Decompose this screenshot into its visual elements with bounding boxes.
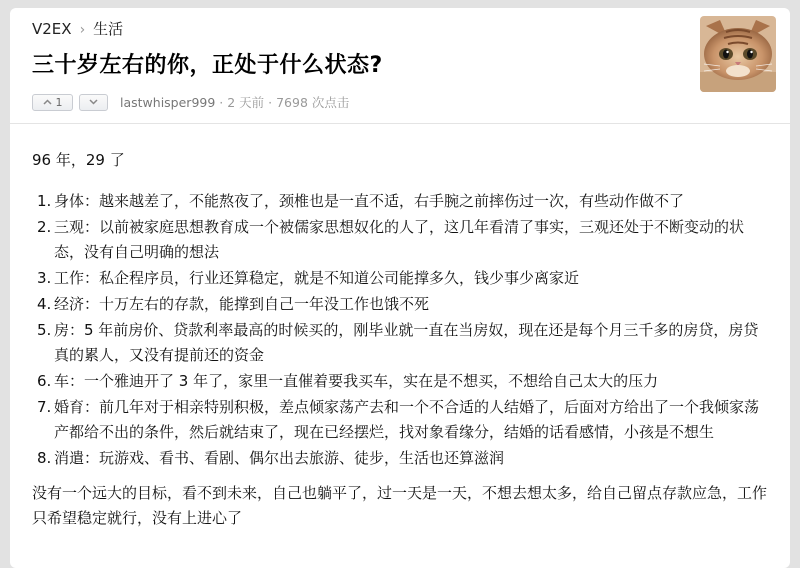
header-divider xyxy=(10,123,790,124)
topic-meta-text xyxy=(120,93,349,111)
list-number: 3. xyxy=(37,269,52,287)
list-number: 4. xyxy=(37,295,52,313)
topic-time-and-clicks: · 2 天前 · 7698 次点击 xyxy=(215,95,350,110)
list-number: 1. xyxy=(37,192,52,210)
list-item xyxy=(32,446,772,471)
list-text: 三观：以前被家庭思想教育成一个被儒家思想奴化的人了，这几年看清了事实，三观还处于不断变动的状态，没有自己明确的想法 xyxy=(54,218,745,261)
list-item xyxy=(32,266,772,291)
upvote-button[interactable] xyxy=(32,94,73,111)
list-number: 2. xyxy=(37,218,52,236)
author-link[interactable]: lastwhisper999 xyxy=(120,95,216,110)
list-number: 5. xyxy=(37,321,52,339)
intro-text: 96 年，29 了 xyxy=(32,151,125,169)
topic-content xyxy=(32,148,772,531)
status-list xyxy=(32,189,772,471)
topic-card xyxy=(10,8,790,568)
list-text: 车：一个雅迪开了 3 年了，家里一直催着要我买车，实在是不想买，不想给自己太大的压力 xyxy=(54,372,659,390)
list-item xyxy=(32,215,772,265)
list-text: 工作：私企程序员，行业还算稳定，就是不知道公司能撑多久，钱少事少离家近 xyxy=(54,269,580,287)
list-item xyxy=(32,369,772,394)
list-number: 6. xyxy=(37,372,52,390)
list-text: 婚育：前几年对于相亲特别积极，差点倾家荡产去和一个不合适的人结婚了，后面对方给出了一个我倾家荡产都给不出的条件，然后就结束了，现在已经摆烂，找对象看缘分，结婚的话看感情，小孩是不想生 xyxy=(54,398,760,441)
list-text: 房：5 年前房价、贷款利率最高的时候买的，刚毕业就一直在当房奴，现在还是每个月三千多的房贷，房贷真的累人，又没有提前还的资金 xyxy=(54,321,759,364)
topic-meta xyxy=(32,93,349,111)
list-item xyxy=(32,395,772,445)
list-number: 7. xyxy=(37,398,52,416)
list-number: 8. xyxy=(37,449,52,467)
breadcrumb xyxy=(32,18,123,39)
list-text: 身体：越来越差了，不能熬夜了，颈椎也是一直不适，右手腕之前摔伤过一次，有些动作做不了 xyxy=(54,192,685,210)
list-item xyxy=(32,318,772,368)
downvote-button[interactable] xyxy=(79,94,108,111)
breadcrumb-node-link[interactable]: 生活 xyxy=(93,20,124,38)
chevron-up-icon xyxy=(43,99,52,105)
breadcrumb-separator: › xyxy=(79,22,86,38)
cat-avatar-icon[interactable] xyxy=(700,16,776,92)
breadcrumb-site-link[interactable]: V2EX xyxy=(32,20,72,38)
upvote-count: 1 xyxy=(55,95,63,109)
chevron-down-icon xyxy=(89,99,98,105)
closing-text: 没有一个远大的目标，看不到未来，自己也躺平了，过一天是一天，不想去想太多，给自己留点存款应急，工作只希望稳定就行，没有上进心了 xyxy=(32,484,768,527)
list-item xyxy=(32,189,772,214)
list-item xyxy=(32,292,772,317)
list-text: 经济：十万左右的存款，能撑到自己一年没工作也饿不死 xyxy=(54,295,430,313)
topic-title: 三十岁左右的你，正处于什么状态? xyxy=(32,53,383,78)
topic-header xyxy=(10,8,790,123)
list-text: 消遣：玩游戏、看书、看剧、偶尔出去旅游、徒步，生活也还算滋润 xyxy=(54,449,505,467)
